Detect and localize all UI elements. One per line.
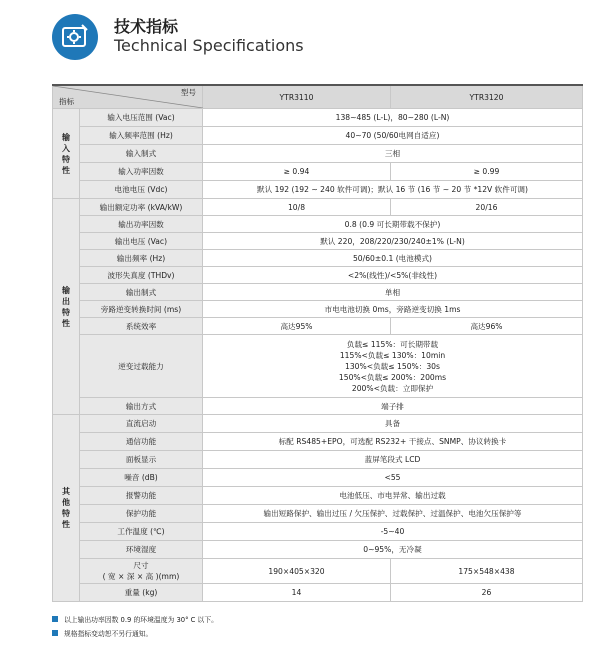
- model-header: YTR3120: [391, 85, 583, 109]
- row-label: 通信功能: [80, 433, 203, 451]
- row-label: 输入制式: [80, 145, 203, 163]
- row-value: 蓝屏笔段式 LCD: [203, 451, 583, 469]
- row-value: 电池低压、市电异常、输出过载: [203, 487, 583, 505]
- spec-table: [52, 84, 583, 602]
- row-label: 输出频率 (Hz): [80, 250, 203, 267]
- dimension-label-sub: ( 宽 × 深 × 高 )(mm): [102, 572, 180, 581]
- model-label: 型号: [180, 88, 196, 97]
- row-value: 138~485 (L-L)，80~280 (L-N): [203, 109, 583, 127]
- row-value: 具备: [203, 415, 583, 433]
- group-label: 输入特性: [62, 132, 70, 175]
- row-value: ≥ 0.99: [391, 163, 583, 181]
- page-header: [52, 12, 572, 62]
- overload-line: 130%<负载≤ 150%：30s: [345, 361, 440, 371]
- footnote-text: 以上输出功率因数 0.9 的环境温度为 30° C 以下。: [64, 616, 218, 624]
- row-value: <55: [203, 469, 583, 487]
- group-output: [53, 199, 80, 415]
- row-value: 单相: [203, 284, 583, 301]
- row-label: 系统效率: [80, 318, 203, 335]
- row-value: 14: [203, 584, 391, 602]
- row-value: 40~70 (50/60电网自适应): [203, 127, 583, 145]
- row-label: 噪音 (dB): [80, 469, 203, 487]
- row-value: 默认 192 (192 ~ 240 软件可调)；默认 16 节 (16 节 ~ 20 节 *12V 软件可调): [203, 181, 583, 199]
- specs-badge: [52, 14, 98, 60]
- row-label: 重量 (kg): [80, 584, 203, 602]
- title-english: Technical Specifications: [114, 36, 304, 55]
- footnote: [52, 612, 218, 626]
- row-label: 环境湿度: [80, 541, 203, 559]
- row-label: 输入频率范围 (Hz): [80, 127, 203, 145]
- row-value: 26: [391, 584, 583, 602]
- row-label-multiline: [80, 559, 203, 584]
- overload-line: 负载≤ 115%：可长期带载: [346, 339, 439, 349]
- overload-line: 200%<负载：立即保护: [351, 383, 434, 393]
- group-label: 其他特性: [62, 487, 70, 529]
- group-input: [53, 109, 80, 199]
- row-label: 输出方式: [80, 398, 203, 415]
- group-other: [53, 415, 80, 602]
- row-value: 市电电池切换 0ms，旁路逆变切换 1ms: [203, 301, 583, 318]
- row-label: 输出电压 (Vac): [80, 233, 203, 250]
- row-label: 输出额定功率 (kVA/kW): [80, 199, 203, 216]
- row-value: 高达96%: [391, 318, 583, 335]
- row-value: ≥ 0.94: [203, 163, 391, 181]
- row-value: 0~95%，无冷凝: [203, 541, 583, 559]
- row-label: 输入功率因数: [80, 163, 203, 181]
- row-value: 190×405×320: [203, 559, 391, 584]
- row-value: 高达95%: [203, 318, 391, 335]
- row-label: 旁路逆变转换时间 (ms): [80, 301, 203, 318]
- overload-line: 115%<负载≤ 130%：10min: [339, 350, 446, 360]
- row-value: 端子排: [203, 398, 583, 415]
- row-label: 逆变过载能力: [80, 335, 203, 398]
- row-value: 默认 220，208/220/230/240±1% (L-N): [203, 233, 583, 250]
- row-value: 50/60±0.1 (电池模式): [203, 250, 583, 267]
- row-label: 保护功能: [80, 505, 203, 523]
- row-value: 0.8 (0.9 可长期带载不保护): [203, 216, 583, 233]
- row-value: 10/8: [203, 199, 391, 216]
- row-label: 面板显示: [80, 451, 203, 469]
- overload-line: 150%<负载≤ 200%：200ms: [338, 372, 447, 382]
- row-label: 报警功能: [80, 487, 203, 505]
- model-header: YTR3110: [203, 85, 391, 109]
- footnotes: [52, 612, 218, 640]
- row-value: 三相: [203, 145, 583, 163]
- footnote: [52, 626, 218, 640]
- row-label: 输出制式: [80, 284, 203, 301]
- row-label: 直流启动: [80, 415, 203, 433]
- gear-document-icon: [60, 22, 90, 52]
- row-value: -5~40: [203, 523, 583, 541]
- title-chinese: 技术指标: [114, 17, 179, 36]
- table-corner-header: [53, 85, 203, 109]
- dimension-label: 尺寸: [133, 561, 149, 570]
- row-value: 20/16: [391, 199, 583, 216]
- footnote-text: 规格指标变动恕不另行通知。: [64, 630, 153, 638]
- bullet-square-icon: [52, 616, 58, 622]
- row-value: <2%(线性)/<5%(非线性): [203, 267, 583, 284]
- row-label: 波形失真度 (THDv): [80, 267, 203, 284]
- param-label: 指标: [59, 97, 75, 106]
- bullet-square-icon: [52, 630, 58, 636]
- row-value: 175×548×438: [391, 559, 583, 584]
- group-label: 输出特性: [62, 285, 70, 328]
- row-label: 输出功率因数: [80, 216, 203, 233]
- row-value-multiline: [203, 335, 583, 398]
- row-value: 输出短路保护、输出过压 / 欠压保护、过载保护、过温保护、电池欠压保护等: [203, 505, 583, 523]
- row-label: 输入电压范围 (Vac): [80, 109, 203, 127]
- row-value: 标配 RS485+EPO，可选配 RS232+ 干接点、SNMP、协议转换卡: [203, 433, 583, 451]
- row-label: 电池电压 (Vdc): [80, 181, 203, 199]
- row-label: 工作温度 (℃): [80, 523, 203, 541]
